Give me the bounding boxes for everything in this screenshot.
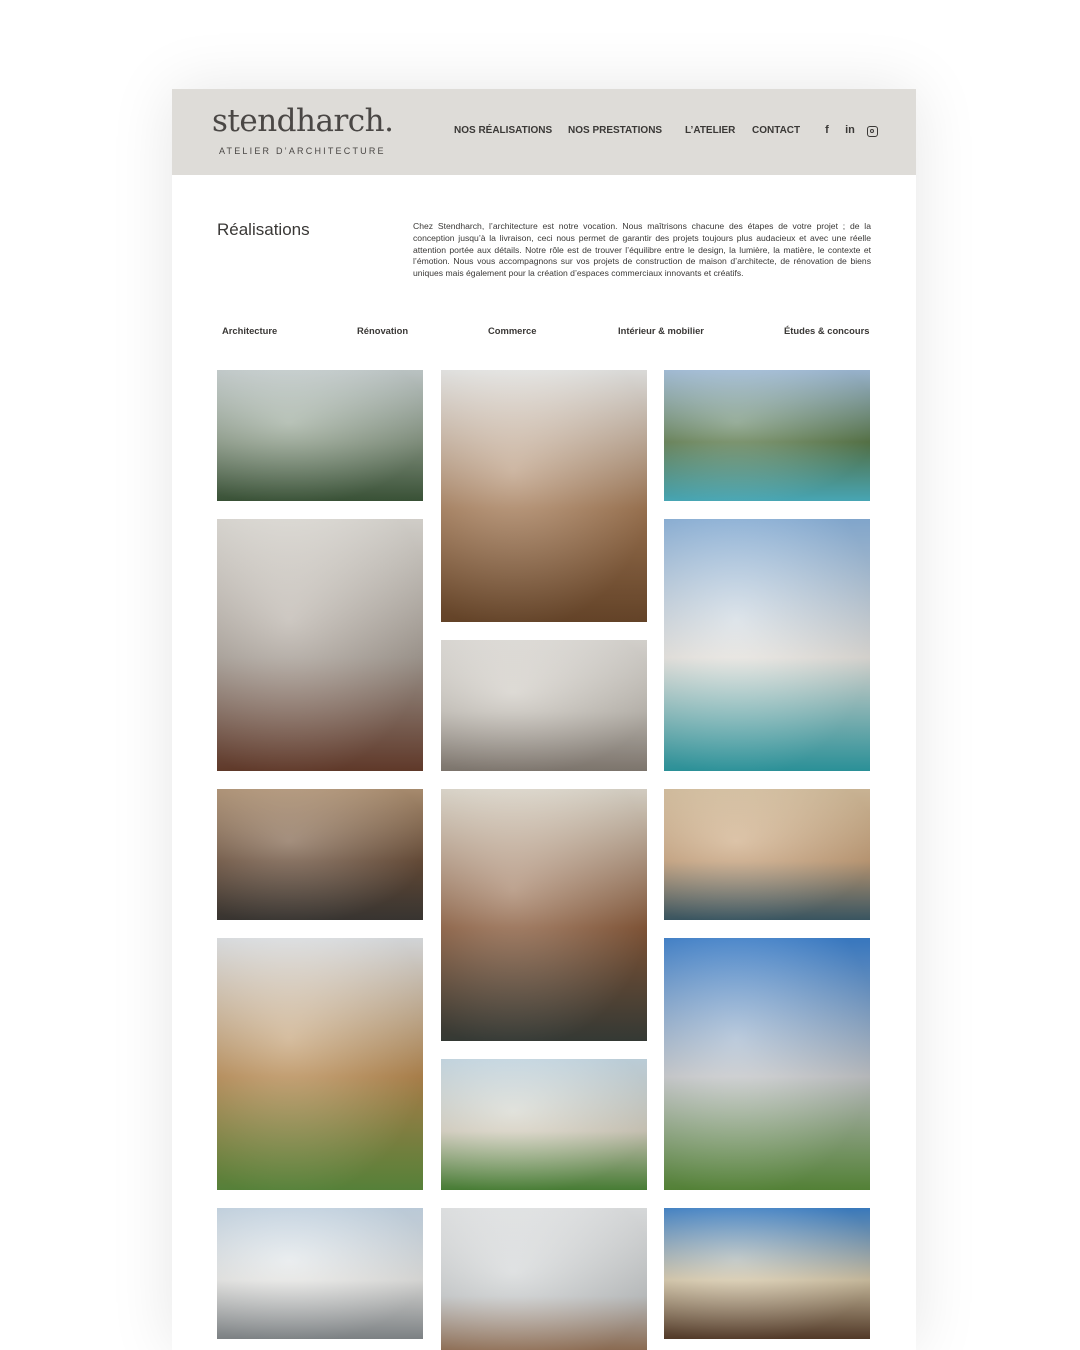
project-photo [441, 640, 647, 771]
nav-nos-realisations[interactable]: NOS RÉALISATIONS [454, 125, 553, 136]
project-photo [664, 370, 870, 501]
project-photo [664, 1208, 870, 1339]
nav-nos-prestations[interactable]: NOS PRESTATIONS [568, 125, 663, 136]
project-timber-stone-house[interactable] [217, 938, 423, 1190]
project-retail-store[interactable] [217, 789, 423, 920]
project-staircase[interactable] [441, 640, 647, 771]
nav-latelier[interactable]: L’ATELIER [685, 125, 736, 136]
project-photo [217, 938, 423, 1190]
site-header [172, 89, 916, 175]
project-photo [217, 789, 423, 920]
project-beach-boardwalk[interactable] [664, 1208, 870, 1339]
project-photo [217, 1208, 423, 1339]
logo-wordmark[interactable]: stendharch. [212, 103, 394, 139]
project-resort-render[interactable] [664, 789, 870, 920]
page-frame [172, 89, 916, 1350]
project-photo [441, 1208, 647, 1350]
intro-text: Chez Stendharch, l’architecture est notre vocation. Nous maîtrisons chacune des étapes de votre projet ; de la conception jusqu’à la livraison, ceci nous permet de garantir des projets toujours plus audacieux et avec une réelle attention portée aux détails. Notre rôle est de trouver l’équilibre entre le design, la lumière, la matière, le contexte et l’émotion. Nous vous accompagnons sur vos projets de construction de maison d’architecte, de rénovation de biens uniques mais également pour la création d’espaces commerciaux innovants et créatifs. [413, 221, 871, 279]
project-terrace-pool[interactable] [664, 519, 870, 771]
filter-renovation[interactable]: Rénovation [357, 325, 409, 336]
project-classic-living-room[interactable] [217, 519, 423, 771]
filter-commerce[interactable]: Commerce [488, 325, 537, 336]
project-photo [217, 370, 423, 501]
project-office-meeting-room[interactable] [441, 370, 647, 622]
filter-interieur-mobilier[interactable]: Intérieur & mobilier [618, 325, 704, 336]
page-title: Réalisations [217, 220, 310, 239]
project-apartment-building[interactable] [217, 1208, 423, 1339]
project-hotel-facade[interactable] [664, 938, 870, 1190]
facebook-icon[interactable]: f [825, 124, 829, 136]
project-pool-villa[interactable] [664, 370, 870, 501]
project-photo [664, 938, 870, 1190]
project-photo [441, 370, 647, 622]
nav-contact[interactable]: CONTACT [752, 125, 801, 136]
instagram-icon[interactable] [867, 126, 878, 137]
project-library-chapel[interactable] [441, 789, 647, 1041]
logo-tagline: ATELIER D’ARCHITECTURE [219, 146, 386, 156]
project-lounge-chair[interactable] [217, 370, 423, 501]
filter-architecture[interactable]: Architecture [222, 325, 278, 336]
project-photo [217, 519, 423, 771]
project-wooden-chalet[interactable] [441, 1208, 647, 1350]
project-photo [664, 519, 870, 771]
project-photo [441, 789, 647, 1041]
project-photo [664, 789, 870, 920]
linkedin-icon[interactable]: in [845, 124, 855, 136]
filter-etudes-concours[interactable]: Études & concours [784, 325, 870, 336]
project-chalet-render[interactable] [441, 1059, 647, 1190]
project-photo [441, 1059, 647, 1190]
